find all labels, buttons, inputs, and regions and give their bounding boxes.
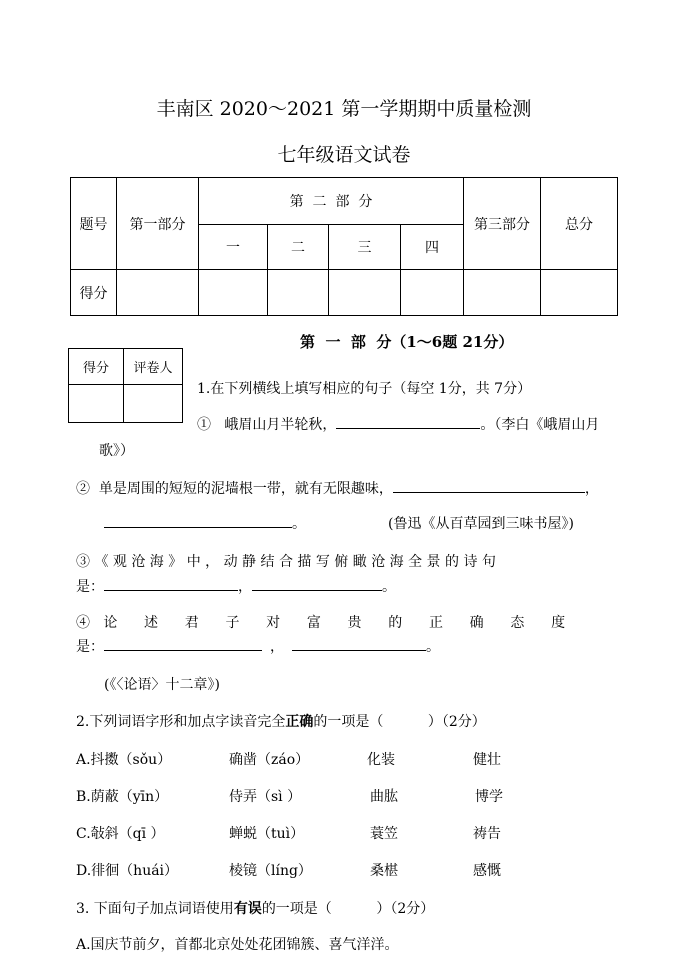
q2-stem-a: 2.下列词语字形和加点字读音完全 [76,714,286,730]
comma: ， [238,579,252,595]
section1-title: 第 一 部 分 [300,333,392,351]
q3-stem-a: 3. 下面句子加点词语使用 [76,901,234,917]
score-cell[interactable] [117,270,199,316]
answer-blank[interactable] [393,491,585,493]
row-defen: 得分 [71,270,117,316]
q1-item2-source: (鲁迅《从百草园到三味书屋》) [388,516,574,532]
answer-blank[interactable] [104,589,238,591]
q1-item1-text: ① 峨眉山月半轮秋， [197,417,337,433]
option-word: C.敧斜（qī ） [76,826,165,842]
exam-subtitle: 七年级语文试卷 [277,144,411,166]
q2-stem-bold: 正确 [285,714,314,730]
option-word: B.荫蔽（yīn） [76,789,169,805]
q1-item1-source-end: 歌》） [99,443,134,459]
option-word: 祷告 [473,826,501,842]
grader-name-cell[interactable] [124,385,183,423]
q3-option-a[interactable]: A.国庆节前夕，首都北京处处花团锦簇、喜气洋洋。 [76,937,399,953]
option-word: 感慨 [473,863,501,879]
q1-item2 [76,478,599,498]
score-cell[interactable] [329,270,401,316]
option-word: 棱镜（líng） [229,863,312,879]
q1-item2-text: ② 单是周围的短短的泥墙根一带，就有无限趣味， [76,481,393,497]
score-cell[interactable] [401,270,464,316]
sub-col-1: 一 [199,225,268,270]
option-word: 桑椹 [370,863,398,879]
col-part1: 第一部分 [117,178,199,270]
answer-blank[interactable] [292,649,426,651]
q3-stem-b: 的一项是（ ）（2分） [261,901,435,917]
option-word: 化装 [367,752,395,768]
grader-col-pingjuanren: 评卷人 [124,349,183,385]
grader-col-defen: 得分 [69,349,124,385]
col-tihao: 题号 [71,178,117,270]
q3-stem [76,898,434,918]
q1-item3-line2 [76,576,396,596]
option-word: A.抖擞（sǒu） [76,752,172,768]
q3-stem-bold: 有误 [233,901,262,917]
q2-stem-b: 的一项是（ ）（2分） [313,714,486,730]
exam-title: 丰南区 2020～2021 第一学期期中质量检测 [156,98,532,120]
option-word: 蓑笠 [370,826,398,842]
score-cell[interactable] [464,270,541,316]
q1-stem: 1.在下列横线上填写相应的句子（每空 1分，共 7分） [197,381,532,397]
option-word: 蝉蜕（tuì） [229,826,305,842]
sub-col-3: 三 [329,225,401,270]
q1-item1-source: 。（李白《峨眉山月 [480,417,600,433]
option-word: 健壮 [473,752,501,768]
period: 。 [382,579,396,595]
score-cell[interactable] [199,270,268,316]
answer-blank[interactable] [104,649,262,651]
period: 。 [426,639,440,655]
section1-heading [300,331,513,352]
q1-item4-source: (《〈论语〉十二章》) [104,677,220,693]
score-cell[interactable] [268,270,329,316]
option-word: 确凿（záo） [229,752,310,768]
period: 。 [292,516,306,532]
label: 是： [76,579,104,595]
option-word: 博学 [475,789,503,805]
answer-blank[interactable] [104,526,292,528]
q1-item2-line2 [104,513,306,533]
col-part3: 第三部分 [464,178,541,270]
sub-col-2: 二 [268,225,329,270]
grader-box [68,348,183,423]
comma: ， [270,639,284,655]
sub-col-4: 四 [401,225,464,270]
q1-item1 [197,414,599,434]
score-table [70,177,618,316]
option-word: 曲肱 [370,789,398,805]
comma: ， [584,481,599,497]
q1-item4-text: ④ 论 述 君 子 对 富 贵 的 正 确 态 度 [76,615,566,631]
col-total: 总分 [541,178,618,270]
label: 是： [76,639,104,655]
section1-score: （1～6题 21分） [391,333,514,351]
answer-blank[interactable] [336,427,480,429]
answer-blank[interactable] [252,589,382,591]
grader-score-cell[interactable] [69,385,124,423]
q2-stem [76,711,486,731]
option-word: 侍弄（sì ） [229,789,302,805]
q1-item3-text: ③ 《 观 沧 海 》 中 ， 动 静 结 合 描 写 俯 瞰 沧 海 全 景 的 诗 句 [76,554,496,570]
q1-item4-line2 [76,636,440,656]
option-word: D.徘徊（huái） [76,863,179,879]
col-part2: 第 二 部 分 [199,178,464,225]
score-cell[interactable] [541,270,618,316]
